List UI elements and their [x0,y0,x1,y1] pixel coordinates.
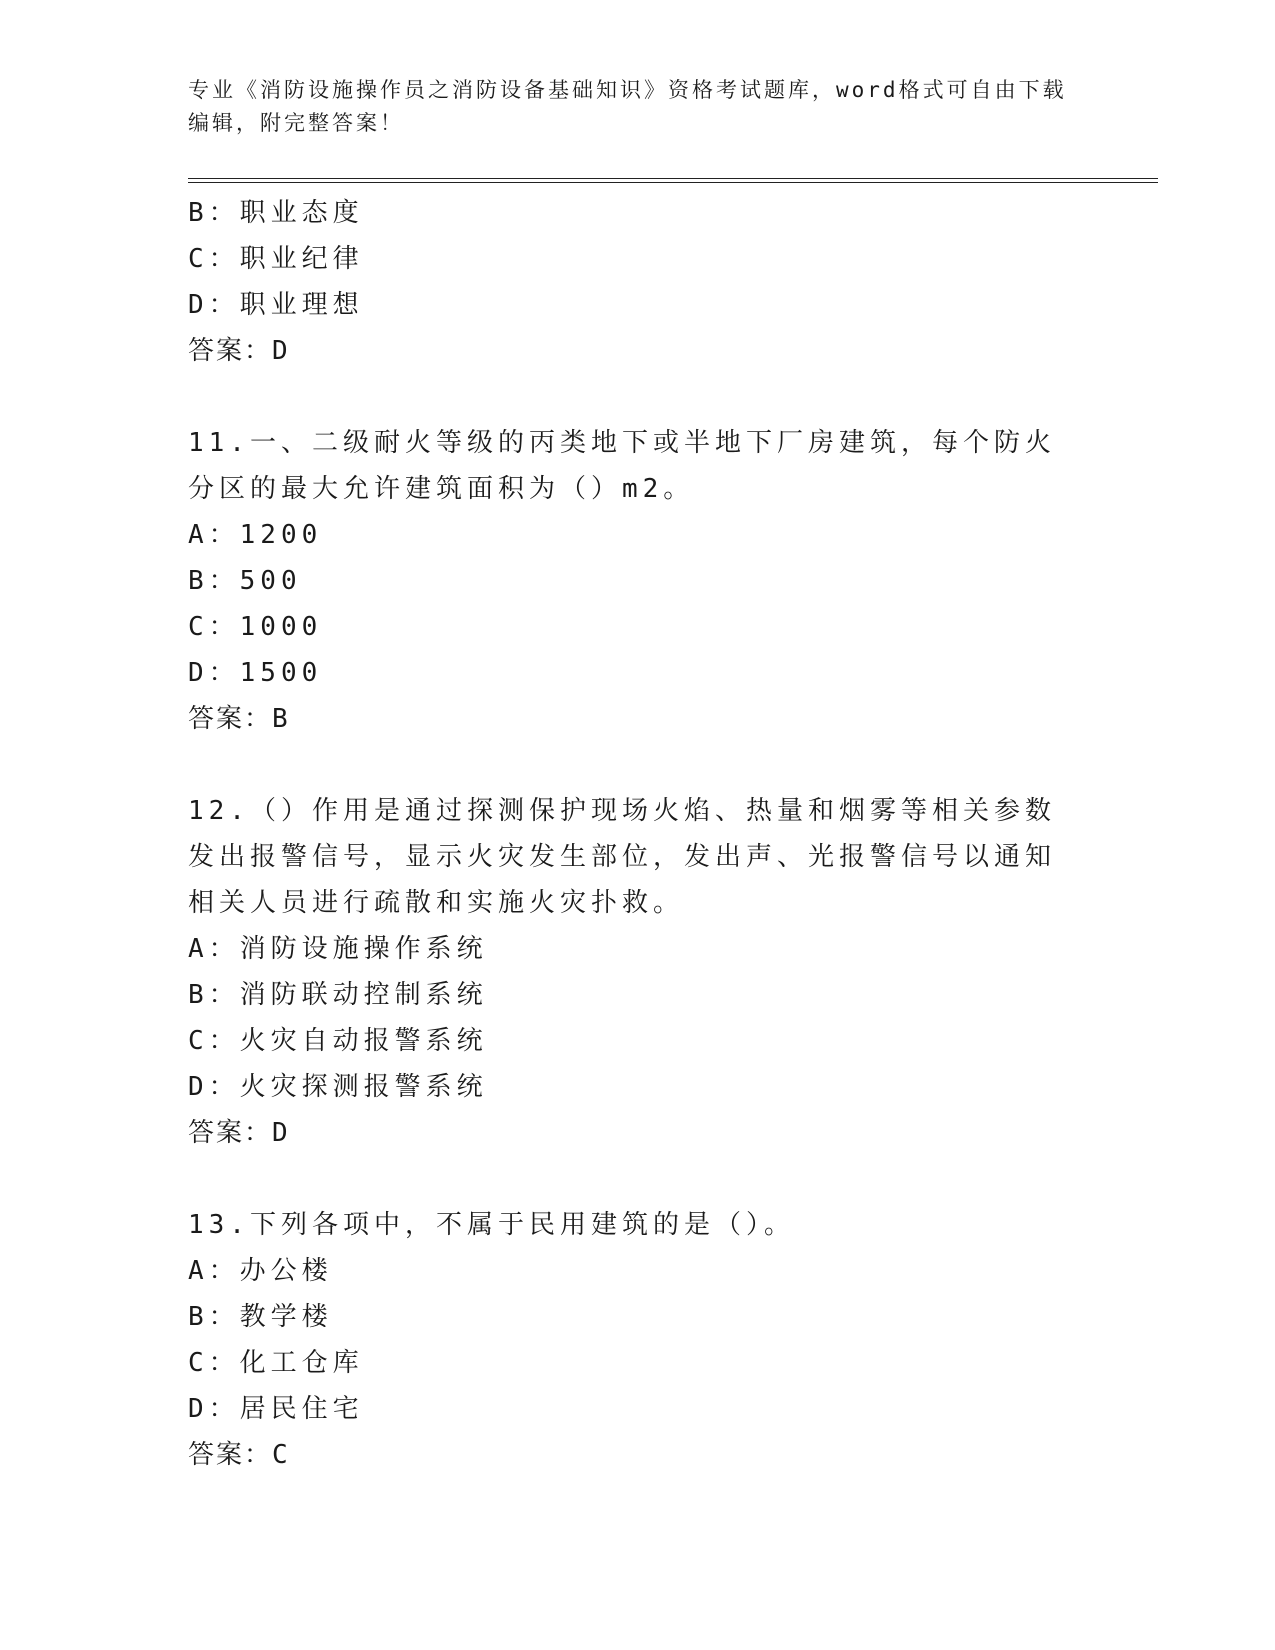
option-c: C：职业纪律 [188,244,364,274]
spacer [188,1156,1088,1202]
option-d: D：居民住宅 [188,1394,364,1424]
question-list [188,190,1088,1478]
answer-line: 答案：D [188,1118,290,1148]
document-header: 专业《消防设施操作员之消防设备基础知识》资格考试题库，word格式可自由下载编辑，附完整答案！ [188,78,1067,135]
prev-question-block [188,190,1088,374]
question-stem: 11.一、二级耐火等级的丙类地下或半地下厂房建筑，每个防火分区的最大允许建筑面积为（）m2。 [188,428,1056,504]
answer-line: 答案：D [188,336,290,366]
question-11 [188,420,1088,742]
option-c: C：1000 [188,612,323,642]
option-d: D：职业理想 [188,290,364,320]
option-c: C：化工仓库 [188,1348,364,1378]
question-stem: 12.（）作用是通过探测保护现场火焰、热量和烟雾等相关参数发出报警信号，显示火灾发生部位，发出声、光报警信号以通知相关人员进行疏散和实施火灾扑救。 [188,796,1057,918]
answer-line: 答案：C [188,1440,290,1470]
question-stem: 13.下列各项中，不属于民用建筑的是（）。 [188,1210,795,1240]
option-d: D：火灾探测报警系统 [188,1072,488,1102]
header-divider [188,178,1158,183]
option-a: A：1200 [188,520,323,550]
option-b: B：500 [188,566,302,596]
option-b: B：消防联动控制系统 [188,980,488,1010]
option-b: B：职业态度 [188,198,364,228]
option-a: A：办公楼 [188,1256,333,1286]
option-b: B：教学楼 [188,1302,333,1332]
answer-line: 答案：B [188,704,290,734]
question-12 [188,788,1088,1156]
question-13 [188,1202,1088,1478]
option-d: D：1500 [188,658,323,688]
option-c: C：火灾自动报警系统 [188,1026,488,1056]
option-a: A：消防设施操作系统 [188,934,488,964]
spacer [188,742,1088,788]
spacer [188,374,1088,420]
